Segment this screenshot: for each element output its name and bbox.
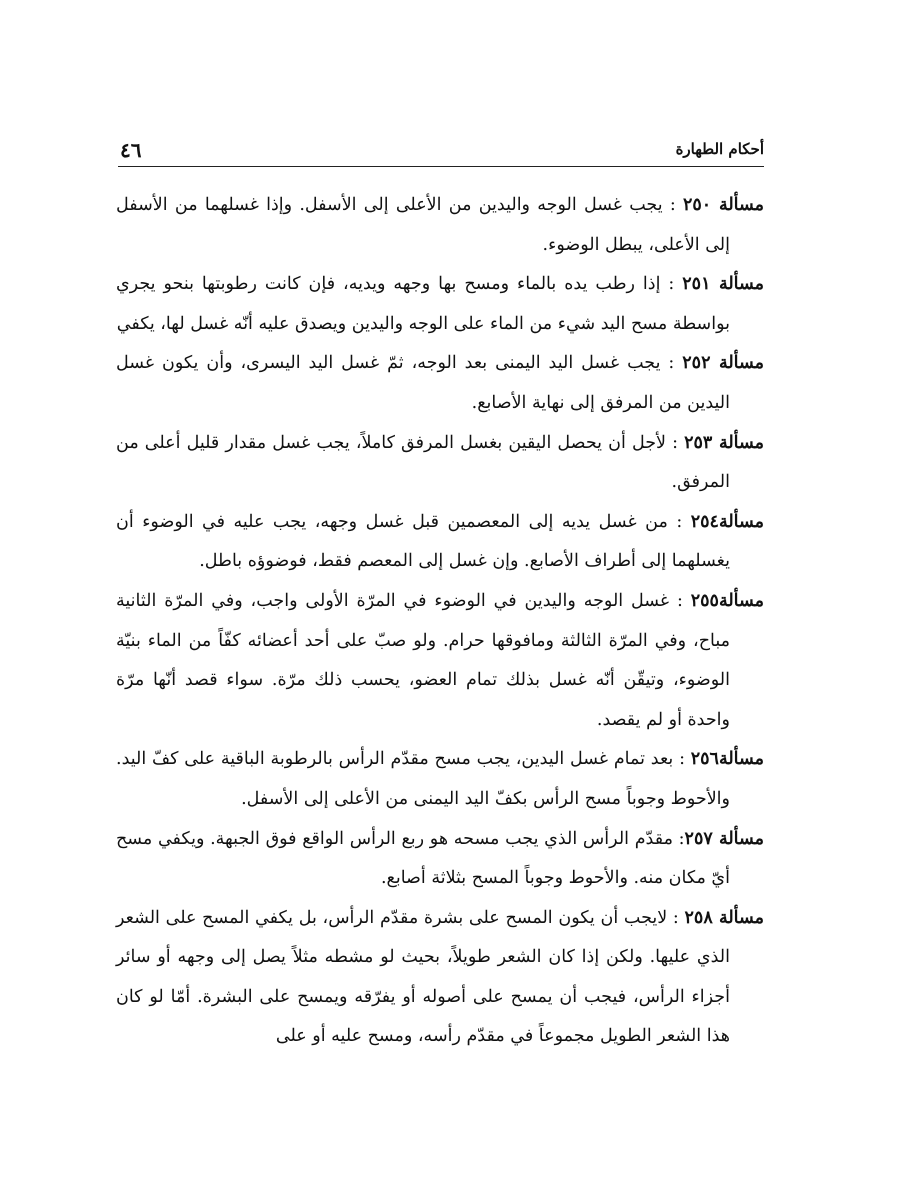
issue-label: مسألة ٢٥٠ <box>682 195 765 215</box>
issue-text: : غسل الوجه واليدين في الوضوء في المرّة الأولى واجب، وفي المرّة الثانية مباح، وفي المرّة الثالثة ومافوقها حرام. ولو صبّ على أحد أعضائه كفّاً من الماء بنيّة الوضوء، وتيقّن أنّه غسل بذلك تمام العضو، يحسب ذلك مرّة. سواء قصد أنّها مرّة واحدة أو لم يقصد. <box>116 590 730 730</box>
issue-label: مسألة ٢٥٣ <box>684 432 764 453</box>
issue-text: : لايجب أن يكون المسح على بشرة مقدّم الرأس، بل يكفي المسح على الشعر الذي عليها. ولكن إذا كان الشعر طويلاً، بحيث لو مشطه مثلاً يصل إلى وجهه أو سائر أجزاء الرأس، فيجب أن يمسح على أصوله أو يفرّقه ويمسح على البشرة. أمّا لو كان هذا الشعر الطويل مجموعاً في مقدّم رأسه، ومسح عليه أو على <box>116 907 730 1047</box>
header-title: أحكام الطهارة <box>675 140 764 158</box>
issue-text: : من غسل يديه إلى المعصمين قبل غسل وجهه، يجب عليه في الوضوء أن يغسلهما إلى أطراف الأصابع. وإن غسل إلى المعصم فقط، فوضوؤه باطل. <box>116 511 730 572</box>
issue-250 <box>116 186 764 265</box>
issue-label: مسألة ٢٥١ <box>682 274 764 295</box>
issue-text: : مقدّم الرأس الذي يجب مسحه هو ربع الرأس الواقع فوق الجبهة. ويكفي مسح أيّ مكان منه. والأحوط وجوباً المسح بثلاثة أصابع. <box>116 828 730 889</box>
running-header <box>118 132 764 167</box>
issue-label: مسألة٢٥٥ <box>690 590 764 611</box>
issue-label: مسألة ٢٥٢ <box>682 353 765 374</box>
issue-253 <box>116 424 764 503</box>
issue-255 <box>116 582 764 740</box>
issue-258 <box>116 899 764 1057</box>
issue-256 <box>116 740 764 819</box>
issue-text: : لأجل أن يحصل اليقين بغسل المرفق كاملاً، يجب غسل مقدار قليل أعلى من المرفق. <box>116 432 730 493</box>
issue-252 <box>116 344 764 423</box>
issue-text: : إذا رطب يده بالماء ومسح بها وجهه ويديه، فإن كانت رطوبتها بنحو يجري بواسطة مسح اليد شيء من الماء على الوجه واليدين ويصدق عليه أنّه غسل لها، يكفي <box>116 274 730 334</box>
issue-254 <box>116 503 764 582</box>
issue-label: مسألة٢٥٤ <box>690 511 764 532</box>
issue-text: : بعد تمام غسل اليدين، يجب مسح مقدّم الرأس بالرطوبة الباقية على كفّ اليد. والأحوط وجوباً مسح الرأس بكفّ اليد اليمنى من الأعلى إلى الأسفل. <box>116 749 730 809</box>
issue-257 <box>116 820 764 899</box>
issue-text: : يجب غسل الوجه واليدين من الأعلى إلى الأسفل. وإذا غسلهما من الأسفل إلى الأعلى، يبطل الوضوء. <box>116 195 730 255</box>
page-number: ٤٦ <box>120 138 142 162</box>
issue-label: مسألة ٢٥٧ <box>684 828 765 849</box>
body-text <box>116 186 764 1057</box>
issue-label: مسألة٢٥٦ <box>690 749 764 770</box>
issue-label: مسألة ٢٥٨ <box>684 907 764 928</box>
issue-251 <box>116 265 764 344</box>
issue-text: : يجب غسل اليد اليمنى بعد الوجه، ثمّ غسل اليد اليسرى، وأن يكون غسل اليدين من المرفق إلى نهاية الأصابع. <box>116 353 730 413</box>
